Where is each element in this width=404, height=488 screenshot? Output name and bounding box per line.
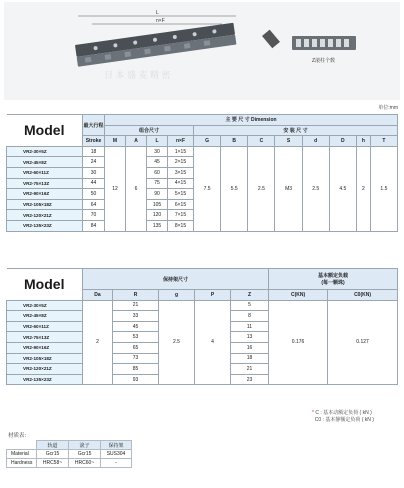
table-row: VR2-120×21Z 85 21 xyxy=(7,364,398,375)
assembly-header: 组合尺寸 xyxy=(105,125,194,136)
col-g: g xyxy=(159,290,195,301)
col-Da: Da xyxy=(83,290,113,301)
stroke-header-en: Stroke xyxy=(83,136,105,147)
dim-nF: n×F xyxy=(156,18,165,24)
table-row: VR2-45×8Z 33 8 xyxy=(7,311,398,322)
col-S: S xyxy=(275,136,302,147)
cage-load-table xyxy=(6,268,398,385)
table-row: VR2-90×16Z 50 90 5×15 xyxy=(7,189,398,200)
table-row: VR2-60×11Z 30 60 3×15 xyxy=(7,167,398,178)
col-A: A xyxy=(126,136,147,147)
main-dimension-header: 主 要 尺 寸 Dimension xyxy=(105,115,398,126)
table-row: VR2-30×5Z 2 21 2.5 4 5 0.176 0.127 xyxy=(7,300,398,311)
table-row: Material Gcr15 Gcr15 SUS304 xyxy=(7,450,132,459)
table-row: VR2-75×13Z 53 13 xyxy=(7,332,398,343)
table-row: VR2-120×21Z 70 120 7×15 xyxy=(7,210,398,221)
table-row: VR2-45×8Z 24 45 2×15 xyxy=(7,157,398,168)
load-header: 基本额定负载 (每一颗珠) xyxy=(269,269,398,290)
col-R: R xyxy=(113,290,159,301)
col-L: L xyxy=(147,136,168,147)
col-d: d xyxy=(302,136,329,147)
col-Z: Z xyxy=(231,290,269,301)
col-G: G xyxy=(194,136,221,147)
material-table: 轨道 滚子 保持架 Material Gcr15 Gcr15 SUS304 Hardness HRC58~ HRC60~ - xyxy=(6,440,132,468)
material-table-title: 材质表: xyxy=(8,433,27,439)
col-C: C xyxy=(248,136,275,147)
col-T: T xyxy=(370,136,397,147)
dimension-table xyxy=(6,114,398,232)
col-h: h xyxy=(356,136,370,147)
col-P: P xyxy=(195,290,231,301)
technical-drawing xyxy=(4,2,400,100)
unit-label: 单位:mm xyxy=(378,105,398,111)
table-row: VR2-105×18Z 64 105 6×15 xyxy=(7,199,398,210)
cage-header: 保持架尺寸 xyxy=(83,269,269,290)
dim-Z: Z滚柱个数 xyxy=(312,58,336,64)
table-row: Hardness HRC58~ HRC60~ - xyxy=(7,459,132,468)
col-D: D xyxy=(329,136,356,147)
dim-L: L xyxy=(156,10,159,16)
stroke-header-cn: 最大行程 xyxy=(83,115,105,136)
table-row: VR2-75×13Z 44 75 4×15 xyxy=(7,178,398,189)
mount-header: 安 装 尺 寸 xyxy=(194,125,398,136)
model-header: Model xyxy=(7,115,83,147)
table-row: VR2-135×23Z 84 135 8×15 xyxy=(7,220,398,231)
table-row: VR2-105×18Z 73 18 xyxy=(7,353,398,364)
col-C-kn: C(KN) xyxy=(269,290,328,301)
col-C0-kn: C0(KN) xyxy=(328,290,398,301)
model-header-2: Model xyxy=(7,269,83,301)
col-M: M xyxy=(105,136,126,147)
table-row: VR2-30×5Z 18 12 6 30 1×15 7.5 5.5 2.5 M3 2.5 4.5 2 1.5 xyxy=(7,146,398,157)
table-row: VR2-60×11Z 45 11 xyxy=(7,321,398,332)
table-row: VR2-90×16Z 65 16 xyxy=(7,342,398,353)
cross-roller-guide-diagram xyxy=(4,2,400,100)
col-nF: n×F xyxy=(168,136,194,147)
svg-text:日 本 盛 麦 精 密: 日 本 盛 麦 精 密 xyxy=(104,70,171,80)
load-notes: * C : 基本动额定负荷 ( kN ) C0 : 基本静额定负荷 ( kN ) xyxy=(312,410,374,423)
table-row: VR2-135×23Z 93 23 xyxy=(7,374,398,385)
col-B: B xyxy=(221,136,248,147)
